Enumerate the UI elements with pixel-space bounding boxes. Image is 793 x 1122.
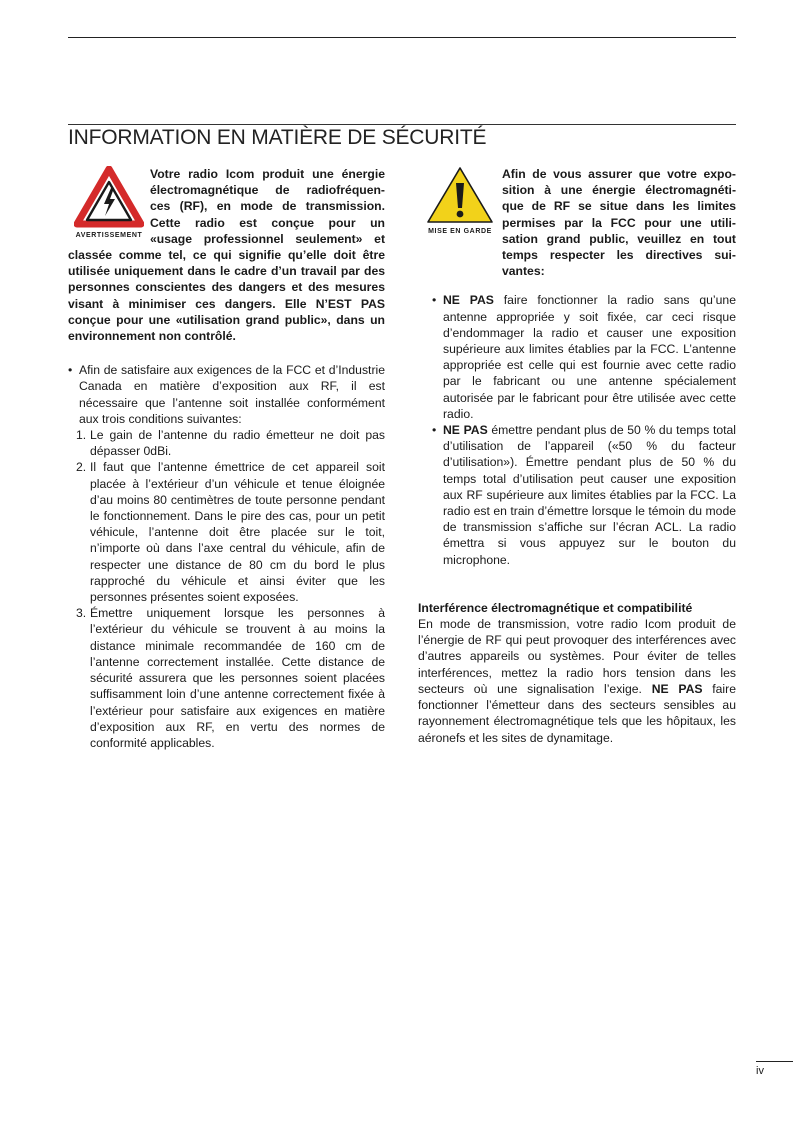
list-number: 2. [76,460,87,475]
caution-intro-line: vantes: [502,264,545,279]
bullet-lead: NE PAS [443,423,488,438]
warning-triangle-icon [74,166,144,228]
top-rule [68,37,736,38]
caution-bullets [418,292,736,567]
warning-intro-line: «usage professionnel seulement» et [150,231,385,246]
warning-intro-line: Votre radio Icom produit une énergie [150,167,385,181]
caution-block [418,166,502,240]
bullet-text [443,422,736,568]
emc-text-after: faire fonctionner l’émetteur dans des secteurs sensibles au rayonnement électromagnétique tels que les hôpitaux, les aéronefs et les sites de dynamitage. [418,681,736,745]
list-number: 3. [76,606,87,621]
caution-intro-line: sition à une énergie électromagnéti- [502,183,736,198]
bullet-body: faire fonctionner la radio sans qu’une antenne appropriée y soit fixée, car ceci risque d’endommager la radio et causer une exposition supérieure aux limites établies par la FCC. L’antenne appropriée est celle qui est fournie avec cette radio par le fabricant ou une antenne spécialement autorisée par le fabricant pour être utilisée avec cette radio. [443,293,736,421]
caution-intro-line: sation grand public, veuillez en tout [502,231,736,246]
warning-caption: AVERTISSEMENT [75,232,143,239]
bullet-dot: • [432,293,437,308]
warning-intro [150,166,385,247]
bullet-text [443,292,736,422]
bullet-text: Afin de satisfaire aux exigences de la FCC et d’Industrie Canada en matière d’exposition aux RF, il est nécessaire que l’antenne soit installée conformément aux trois conditions suivantes: [79,363,385,426]
caution-intro-line: Afin de vous assurer que votre expo- [502,167,736,181]
emc-text-before: En mode de transmission, votre radio Icom produit de l’énergie de RF qui peut provoquer des interférences avec d’autres appareils ou systèmes. Pour éviter de telles interférences, mettez la radio hors tension dans les secteurs où une signalisation l’exige. [418,617,736,696]
page-title: INFORMATION EN MATIÈRE DE SÉCURITÉ [68,126,487,149]
conditions-list [68,427,385,751]
list-item-text: Le gain de l’antenne du radio émetteur ne doit pas dépasser 0dBi. [90,428,385,459]
list-item-text: Émettre uniquement lorsque les personnes à l’extérieur du véhicule se trouvent à au moins la distance minimale recommandée de 160 cm de l’antenne correctement installée. Cette distance de sécurité assurera que les personnes soient placées suffisamment loin d’une antenne correctement fixée à l’extérieur pour satisfaire aux exigences en matière d’exposition aux RF, en vertu des normes de conformité applicables. [90,606,385,750]
warning-intro-line: électromagnétique de radiofréquen- [150,183,385,198]
caution-intro [502,166,736,279]
caution-intro-line: temps respecter les directives sui- [502,248,736,263]
left-column [68,166,385,751]
warning-text: classée comme tel, ce qui signifie qu’elle doit être utilisée uniquement dans le cadre d’un travail par des personnes conscientes des dangers et des mesures visant à minimiser ces dangers. Elle N’EST PAS conçue pour une «utilisation grand public», dans un environnement non contrôlé. [68,248,385,344]
emc-text [418,616,736,746]
bullet-item-duty-cycle [432,422,736,568]
bullet-dot: • [432,423,437,438]
caution-caption: MISE EN GARDE [428,228,492,235]
list-item [76,605,385,751]
emc-bold: NE PAS [651,681,703,696]
list-item [76,459,385,605]
list-item [76,427,385,459]
bullet-dot: • [68,363,73,378]
bullet-item-antenna [432,292,736,422]
title-rule [68,124,736,125]
caution-exclamation-icon [426,166,494,224]
list-number: 1. [76,428,87,443]
bullet-item-fcc-requirements [68,362,385,427]
caution-intro-line: que de RF se situe dans les limites [502,199,736,214]
warning-intro-line: ces (RF), en mode de transmission. [150,199,385,214]
bullet-lead: NE PAS [443,293,494,308]
right-column [418,166,736,746]
bullet-body: émettre pendant plus de 50 % du temps total d’utilisation de l’appareil («50 % du facteur d’utilisation»). Émettre pendant plus de 50 % du temps total d’utilisation peut causer une exposition aux RF supérieure aux limites établies par la FCC. La radio est en train d’émettre lorsque le témoin du mode de transmission s’affiche sur l’écran ACL. La radio émettra si vous appuyez sur le bouton du microphone. [443,423,736,567]
page-number: iv [756,1065,764,1077]
emc-heading: Interférence électromagnétique et compatibilité [418,600,693,615]
caution-intro-line: permises par la FCC pour une utili- [502,215,736,230]
page-number-rule [756,1061,793,1062]
warning-block [68,166,150,244]
warning-intro-line: Cette radio est conçue pour un [150,215,385,230]
list-item-text: Il faut que l’antenne émettrice de cet appareil soit placée à l’extérieur d’un véhicule et tenue éloignée d’au moins 80 centimètres de toute personne pendant le fonctionnement. Dans le pire des cas, pour un petit véhicule, l’antenne doit être placée sur le toit, n’importe où dans l’axe central du véhicule, afin de respecter une distance de 80 cm du bord le plus rapproché du véhicule et ainsi éviter que les personnes présentes soient exposées. [90,460,385,605]
